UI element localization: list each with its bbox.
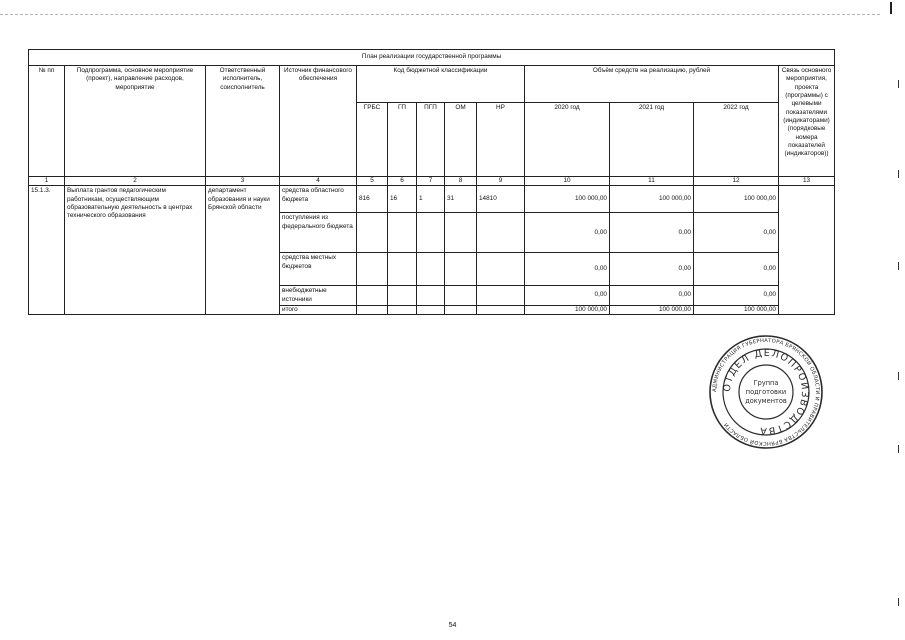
- pgp-cell: 1: [417, 186, 445, 213]
- column-number: 3: [206, 177, 280, 186]
- column-number: 7: [417, 177, 445, 186]
- column-number: 6: [388, 177, 417, 186]
- link-cell: [779, 186, 835, 315]
- header-grbs: ГРБС: [357, 103, 388, 177]
- header-responsible: Ответственный исполнитель, соисполнитель: [206, 66, 280, 177]
- column-number: 4: [280, 177, 357, 186]
- amount-2020-cell: 0,00: [525, 213, 610, 253]
- amount-2020-cell: 0,00: [525, 286, 610, 306]
- amount-2020-cell: 100 000,00: [525, 186, 610, 213]
- column-number: 8: [445, 177, 477, 186]
- column-number: 5: [357, 177, 388, 186]
- om-cell: [445, 213, 477, 253]
- header-number: № пп: [29, 66, 65, 177]
- gp-cell: [388, 305, 417, 314]
- table-row: [29, 186, 835, 213]
- pgp-cell: [417, 286, 445, 306]
- amount-2021-cell: 0,00: [610, 286, 694, 306]
- top-scan-edge-line: [0, 14, 880, 15]
- nr-cell: [477, 213, 525, 253]
- header-source: Источник финансового обеспечения: [280, 66, 357, 177]
- entry-name: Выплата грантов педагогическим работникам, осуществляющим образовательную деятельность в центрах технического образования: [65, 186, 206, 315]
- grbs-cell: [357, 213, 388, 253]
- column-number: 13: [779, 177, 835, 186]
- program-plan-table: [28, 49, 835, 315]
- column-number: 11: [610, 177, 694, 186]
- amount-2020-cell: 0,00: [525, 253, 610, 286]
- right-scan-mark: [898, 80, 899, 88]
- column-number: 1: [29, 177, 65, 186]
- om-cell: [445, 253, 477, 286]
- gp-cell: [388, 213, 417, 253]
- amount-2021-cell: 0,00: [610, 213, 694, 253]
- pgp-cell: [417, 213, 445, 253]
- grbs-cell: [357, 305, 388, 314]
- source-cell: итого: [280, 305, 357, 314]
- office-stamp: [707, 333, 825, 451]
- header-nr: НР: [477, 103, 525, 177]
- stamp-middle-text-path: ОТДЕЛ ДЕЛОПРОИЗВОДСТВА: [721, 347, 811, 437]
- grbs-cell: [357, 253, 388, 286]
- header-budget-code: Код бюджетной классификации: [357, 66, 525, 103]
- nr-cell: [477, 305, 525, 314]
- amount-2022-cell: 0,00: [694, 253, 779, 286]
- pgp-cell: [417, 253, 445, 286]
- om-cell: 31: [445, 186, 477, 213]
- column-number: 9: [477, 177, 525, 186]
- grbs-cell: [357, 286, 388, 306]
- header-year-2020: 2020 год: [525, 103, 610, 177]
- column-number: 2: [65, 177, 206, 186]
- total-2020-cell: 100 000,00: [525, 305, 610, 314]
- amount-2022-cell: 0,00: [694, 286, 779, 306]
- page-number: 54: [448, 622, 457, 629]
- entry-number: 15.1.3.: [29, 186, 65, 315]
- source-cell: поступления из федерального бюджета: [280, 213, 357, 253]
- header-om: ОМ: [445, 103, 477, 177]
- entry-responsible: департамент образования и науки Брянской области: [206, 186, 280, 315]
- right-scan-mark: [898, 598, 899, 606]
- source-cell: средства областного бюджета: [280, 186, 357, 213]
- gp-cell: [388, 286, 417, 306]
- stamp-center-line: документов: [745, 397, 787, 405]
- right-scan-mark: [898, 445, 899, 453]
- grbs-cell: 816: [357, 186, 388, 213]
- stamp-center-line: Группа: [753, 379, 779, 387]
- header-gp: ГП: [388, 103, 417, 177]
- column-number: 12: [694, 177, 779, 186]
- pgp-cell: [417, 305, 445, 314]
- nr-cell: 14810: [477, 186, 525, 213]
- right-scan-mark: [898, 372, 899, 380]
- amount-2022-cell: 100 000,00: [694, 186, 779, 213]
- nr-cell: [477, 286, 525, 306]
- total-2022-cell: 100 000,00: [694, 305, 779, 314]
- header-pgp: ПГП: [417, 103, 445, 177]
- right-scan-mark: [898, 262, 899, 270]
- gp-cell: 16: [388, 186, 417, 213]
- stamp-center-line: подготовки: [745, 388, 787, 396]
- top-right-scan-mark: [890, 2, 892, 14]
- om-cell: [445, 286, 477, 306]
- om-cell: [445, 305, 477, 314]
- amount-2021-cell: 0,00: [610, 253, 694, 286]
- header-year-2022: 2022 год: [694, 103, 779, 177]
- stamp-outer-text-path: АДМИНИСТРАЦИЯ ГУБЕРНАТОРА БРЯНСКОЙ ОБЛАСТИ И ПРАВИТЕЛЬСТВА БРЯНСКОЙ ОБЛАСТИ: [711, 337, 821, 447]
- source-cell: средства местных бюджетов: [280, 253, 357, 286]
- amount-2022-cell: 0,00: [694, 213, 779, 253]
- amount-2021-cell: 100 000,00: [610, 186, 694, 213]
- header-volume: Объём средств на реализацию, рублей: [525, 66, 779, 103]
- header-year-2021: 2021 год: [610, 103, 694, 177]
- table-title: План реализации государственной программы: [29, 50, 835, 66]
- total-2021-cell: 100 000,00: [610, 305, 694, 314]
- header-link: Связь основного мероприятия, проекта (программы) с целевыми показателями (индикаторами) (порядковые номера показателей (индикаторов)): [779, 66, 835, 177]
- header-subprogram: Подпрограмма, основное мероприятие (проект), направление расходов, мероприятие: [65, 66, 206, 177]
- column-number: 10: [525, 177, 610, 186]
- right-scan-mark: [898, 170, 899, 178]
- source-cell: внебюджетные источники: [280, 286, 357, 306]
- gp-cell: [388, 253, 417, 286]
- nr-cell: [477, 253, 525, 286]
